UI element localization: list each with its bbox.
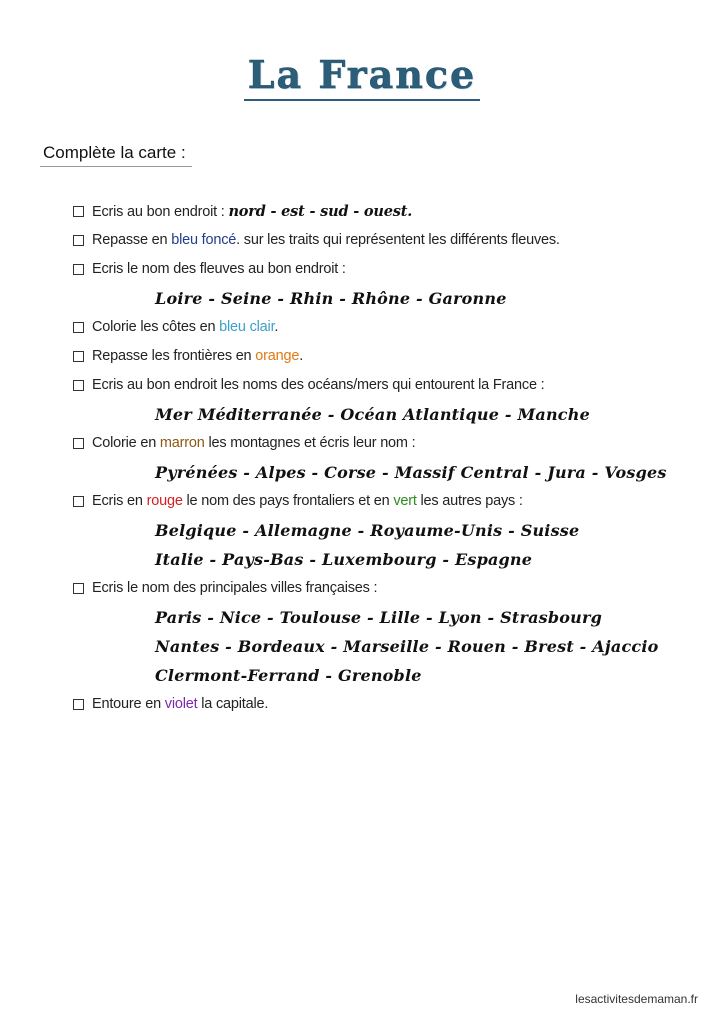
color-word-violet: violet xyxy=(164,696,198,712)
river-names xyxy=(0,284,724,313)
checkbox-icon[interactable] xyxy=(73,380,84,391)
section-heading: Complète la carte : xyxy=(43,143,186,162)
city-words: Clermont-Ferrand - Grenoble xyxy=(155,666,422,685)
city-names-2 xyxy=(0,632,724,661)
instruction-text: Ecris au bon endroit les noms des océans/mers qui entourent la France : xyxy=(92,377,545,393)
instruction-text: Repasse en xyxy=(92,232,172,248)
instruction-text: les autres pays : xyxy=(416,493,523,509)
instruction-text: le nom des pays frontaliers et en xyxy=(182,493,394,509)
instruction-rivers-trace xyxy=(0,226,724,255)
instruction-rivers-names xyxy=(0,255,724,284)
color-word-green: vert xyxy=(393,493,417,509)
checkbox-icon[interactable] xyxy=(73,322,84,333)
color-word-brown: marron xyxy=(159,435,205,451)
page-title: La France xyxy=(244,52,480,101)
instruction-seas xyxy=(0,371,724,400)
checkbox-icon[interactable] xyxy=(73,206,84,217)
river-words: Loire - Seine - Rhin - Rhône - Garonne xyxy=(155,289,507,308)
country-names-2 xyxy=(0,545,724,574)
instruction-cities xyxy=(0,574,724,603)
city-words: Nantes - Bordeaux - Marseille - Rouen - Brest - Ajaccio xyxy=(155,637,659,656)
mountain-names xyxy=(0,458,724,487)
instruction-text: Entoure en xyxy=(92,696,165,712)
instruction-text: Ecris au bon endroit : xyxy=(92,204,229,220)
city-names-1 xyxy=(0,603,724,632)
instruction-list xyxy=(0,197,724,719)
heading-underline xyxy=(40,166,192,167)
color-word-red: rouge xyxy=(146,493,183,509)
instruction-text: la capitale. xyxy=(197,696,269,712)
page-title-wrap xyxy=(0,52,724,101)
instruction-text: les montagnes et écris leur nom : xyxy=(204,435,416,451)
footer-site: lesactivitesdemaman.fr xyxy=(575,992,698,1006)
checkbox-icon[interactable] xyxy=(73,351,84,362)
country-words: Italie - Pays-Bas - Luxembourg - Espagne xyxy=(155,550,533,569)
country-words: Belgique - Allemagne - Royaume-Unis - Suisse xyxy=(155,521,580,540)
direction-words: nord - est - sud - ouest. xyxy=(228,203,413,220)
color-word-light-blue: bleu clair xyxy=(219,319,275,335)
instruction-countries xyxy=(0,487,724,516)
instruction-text: Ecris le nom des principales villes françaises : xyxy=(92,580,378,596)
checkbox-icon[interactable] xyxy=(73,583,84,594)
checkbox-icon[interactable] xyxy=(73,496,84,507)
instruction-text: . sur les traits qui représentent les différents fleuves. xyxy=(236,232,560,248)
mountain-words: Pyrénées - Alpes - Corse - Massif Central - Jura - Vosges xyxy=(155,463,667,482)
instruction-text: Ecris le nom des fleuves au bon endroit : xyxy=(92,261,346,277)
instruction-borders xyxy=(0,342,724,371)
checkbox-icon[interactable] xyxy=(73,264,84,275)
instruction-mountains xyxy=(0,429,724,458)
color-word-orange: orange xyxy=(255,348,300,364)
instruction-text: Repasse les frontières en xyxy=(92,348,256,364)
sea-words: Mer Méditerranée - Océan Atlantique - Manche xyxy=(155,405,590,424)
city-names-3 xyxy=(0,661,724,690)
instruction-text: . xyxy=(299,348,304,364)
sea-names xyxy=(0,400,724,429)
checkbox-icon[interactable] xyxy=(73,235,84,246)
city-words: Paris - Nice - Toulouse - Lille - Lyon - Strasbourg xyxy=(155,608,602,627)
instruction-capital xyxy=(0,690,724,719)
instruction-directions xyxy=(0,197,724,226)
instruction-coasts xyxy=(0,313,724,342)
instruction-text: Ecris en xyxy=(92,493,147,509)
country-names-1 xyxy=(0,516,724,545)
color-word-dark-blue: bleu foncé xyxy=(171,232,237,248)
instruction-text: . xyxy=(274,319,279,335)
instruction-text: Colorie les côtes en xyxy=(92,319,220,335)
instruction-text: Colorie en xyxy=(92,435,160,451)
checkbox-icon[interactable] xyxy=(73,438,84,449)
checkbox-icon[interactable] xyxy=(73,699,84,710)
